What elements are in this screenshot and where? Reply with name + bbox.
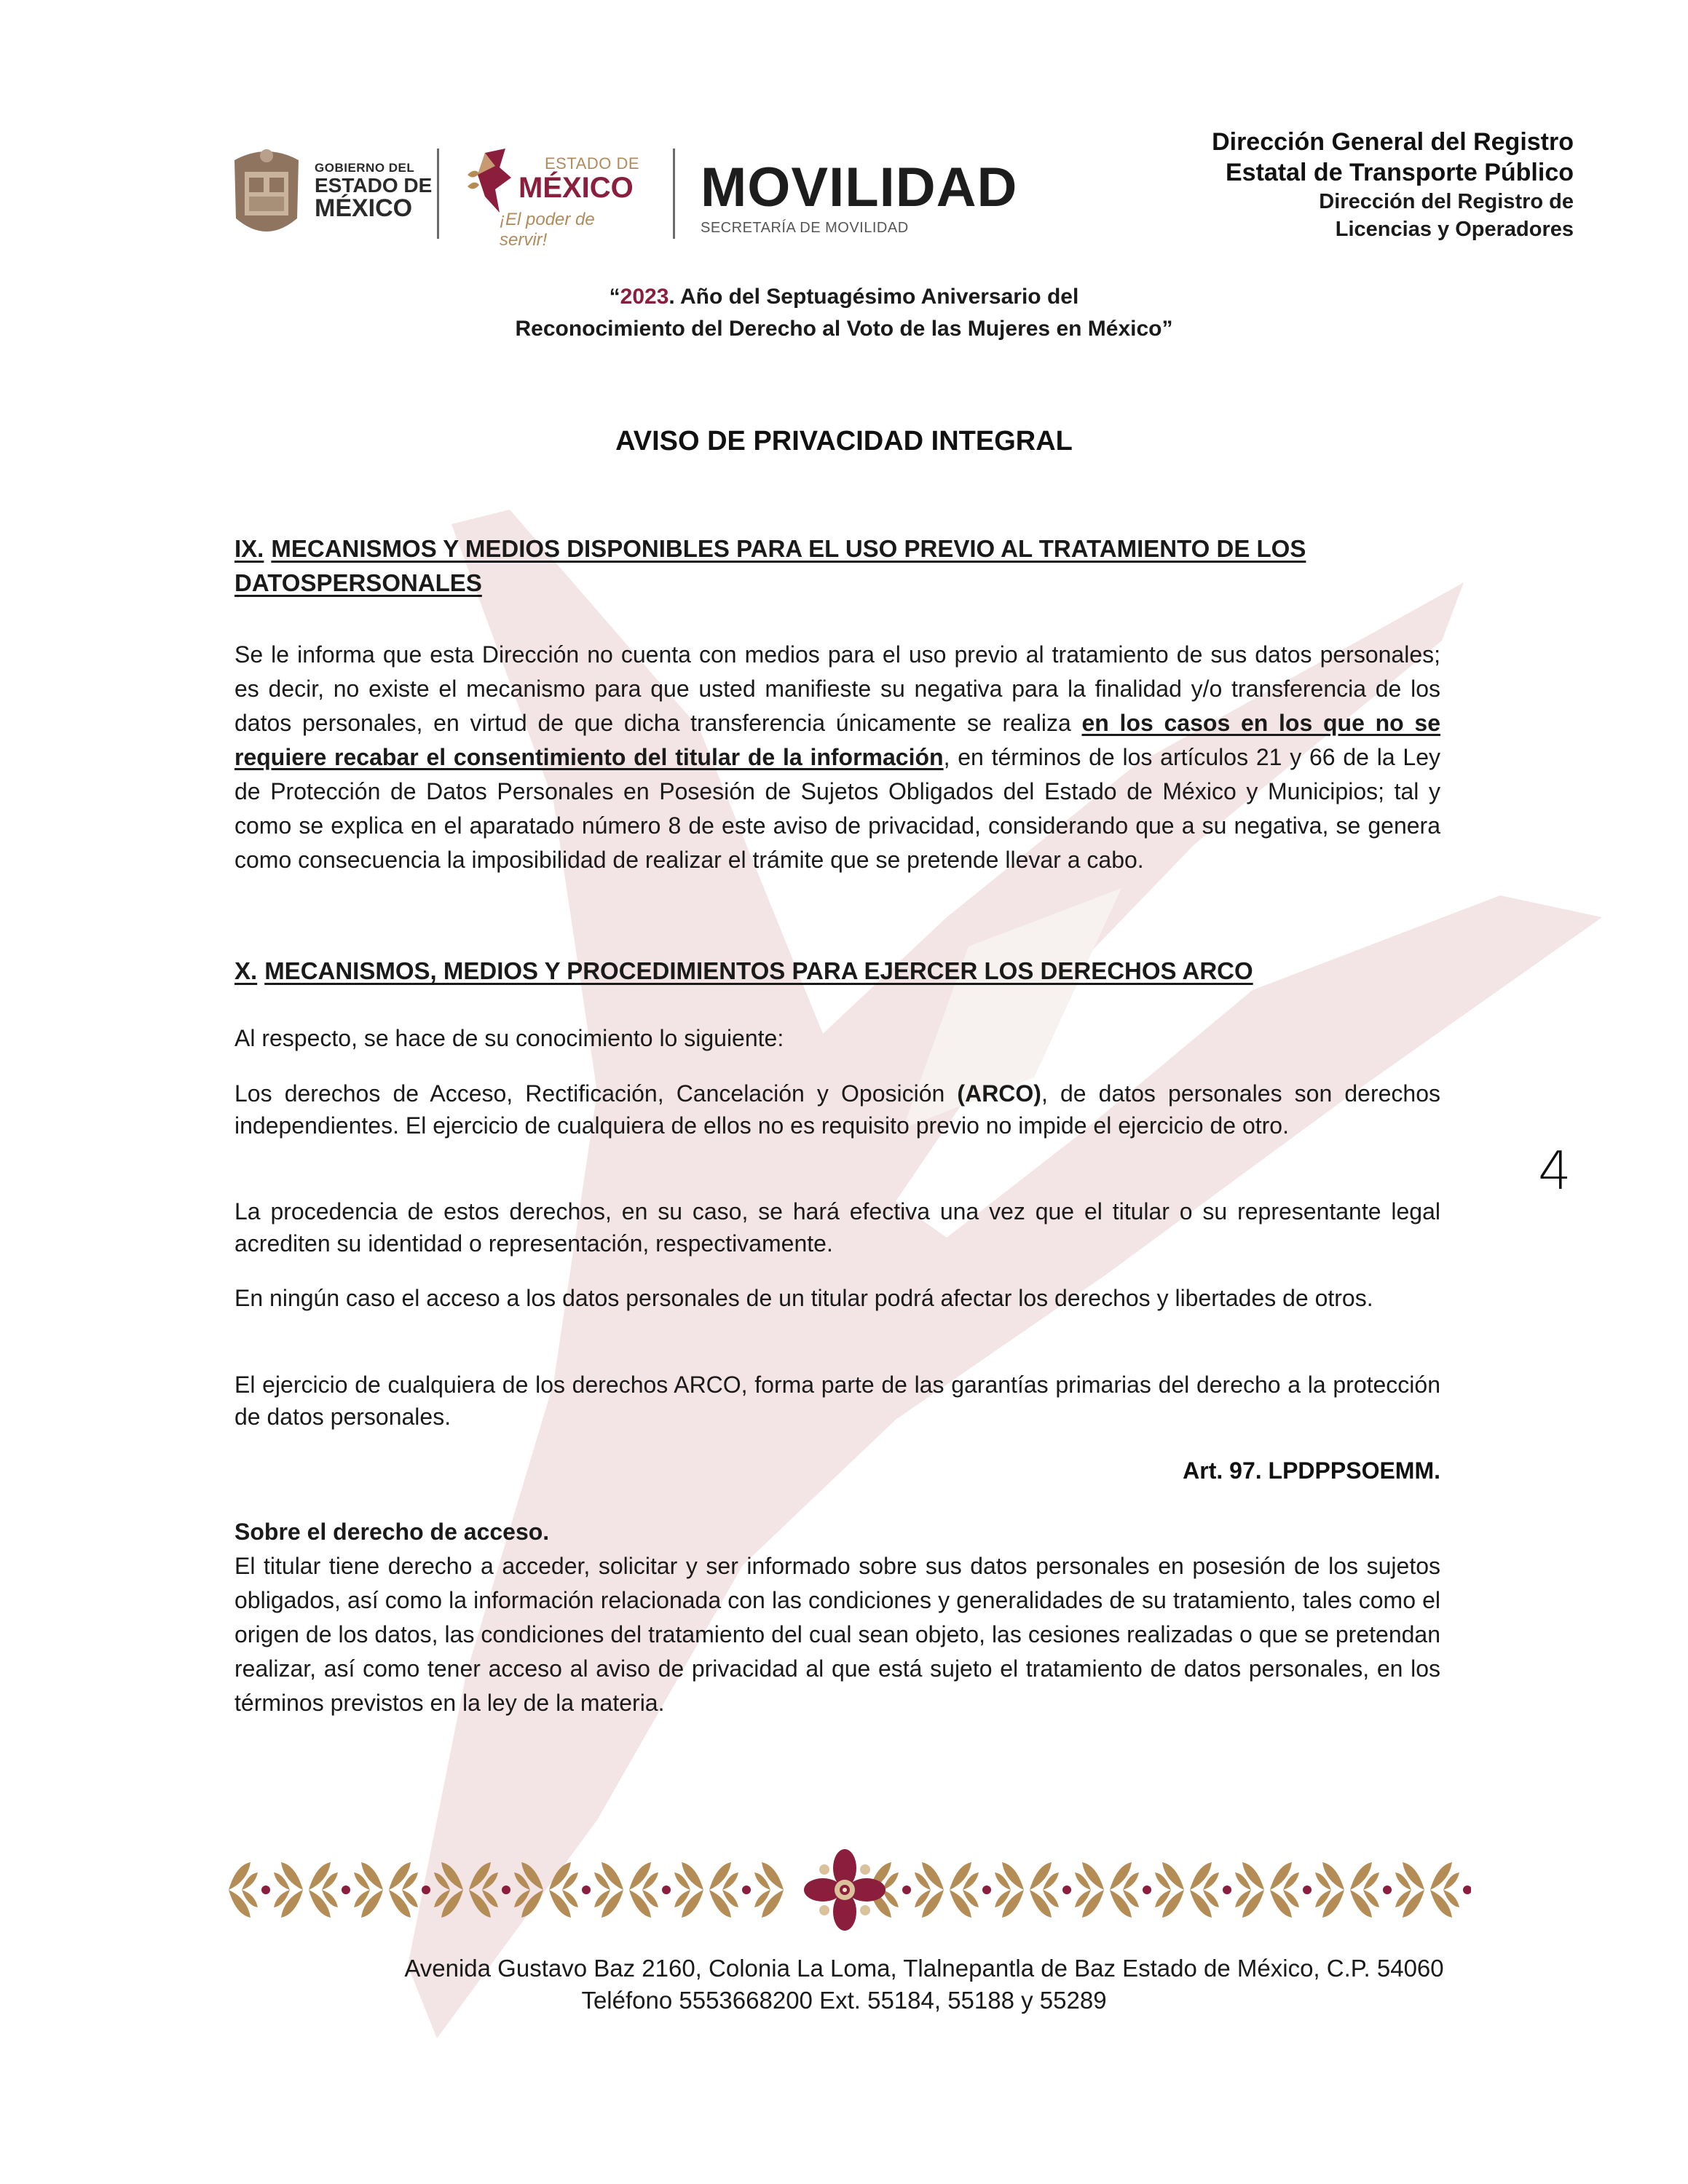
paragraph-text: , en términos de los artículos 21 y 66 de la Ley de Protección de Datos Personales en Posesión de Sujetos Obligados del Estado de México y Municipios; tal y como se explica en el aparatado número 8 de este aviso de privacidad, considerando que a su negativa, se genera como consecuencia la imposibilidad de realizar el trámite que se pretende llevar a cabo. xyxy=(234,744,1441,873)
dot-icon xyxy=(819,1864,829,1875)
dot-icon xyxy=(1303,1886,1312,1894)
dot-icon xyxy=(502,1886,510,1894)
movilidad-logo xyxy=(701,157,1018,237)
logo-divider xyxy=(437,149,439,239)
ningun-caso-paragraph: En ningún caso el acceso a los datos personales de un titular podrá afectar los derechos y libertades de otros. xyxy=(234,1285,1373,1311)
paragraph-text: Se le informa que esta Dirección no cuenta con medios para el uso previo al tratamiento de sus datos personales; es decir, no existe el mecanismo para que usted manifieste su negativa para la finalidad y/o transferencia de los datos personales, en virtud de que dicha transferencia únicamente se realiza xyxy=(234,641,1440,736)
dot-icon xyxy=(662,1886,671,1894)
coat-of-arms-icon xyxy=(227,146,306,239)
paragraph-text: , de datos personales son derechos independientes. El ejercicio de cualquiera de ellos no es requisito previo no impide el ejercicio de otro. xyxy=(234,1080,1441,1139)
gobierno-logo-text xyxy=(315,162,432,222)
dot-icon xyxy=(342,1886,350,1894)
footer xyxy=(0,1952,1688,2017)
office-line4: Licencias y Operadores xyxy=(1335,218,1574,241)
dot-icon xyxy=(1062,1886,1071,1894)
dot-icon xyxy=(982,1886,991,1894)
logo-divider xyxy=(673,149,675,239)
office-line3: Dirección del Registro de xyxy=(1319,190,1574,213)
dot-icon xyxy=(860,1905,870,1915)
subsection-text: El titular tiene derecho a acceder, solicitar y ser informado sobre sus datos personales en posesión de los sujetos obligados, así como la información relacionada con las condiciones y generalidades de su tratamiento, tales como el origen de los datos, las condiciones del tratamiento del cual sean objeto, las cesiones realizadas o que se pretendan realizar, así como tener acceso al aviso de privacidad al que está sujeto el tratamiento de datos personales, en los términos previstos en la ley de la materia. xyxy=(234,1553,1440,1716)
arco-acronym: (ARCO) xyxy=(957,1080,1041,1107)
motto-open-quote: “ xyxy=(609,285,620,309)
dot-icon xyxy=(1143,1886,1151,1894)
office-heading xyxy=(1212,127,1574,243)
dot-icon xyxy=(860,1864,870,1875)
section-title: MECANISMOS, MEDIOS Y PROCEDIMIENTOS PARA EJERCER LOS DERECHOS ARCO xyxy=(264,957,1253,984)
movilidad-title: MOVILIDAD xyxy=(701,157,1018,218)
gobierno-line2: ESTADO DE xyxy=(315,173,433,197)
dot-icon xyxy=(582,1886,591,1894)
subsection-heading: Sobre el derecho de acceso. xyxy=(234,1519,550,1545)
dot-icon xyxy=(261,1886,270,1894)
dot-icon xyxy=(902,1886,911,1894)
motto-line2: Reconocimiento del Derecho al Voto de las Mujeres en México” xyxy=(515,317,1173,341)
gobierno-line3: MÉXICO xyxy=(315,194,413,223)
estado-line1: ESTADO DE xyxy=(545,154,640,173)
document-title: AVISO DE PRIVACIDAD INTEGRAL xyxy=(615,426,1073,456)
dot-icon xyxy=(422,1886,430,1894)
paragraph-emphasis: en los casos en los que no se requiere recabar el consentimiento del titular de la información xyxy=(234,710,1441,770)
gobierno-line1: GOBIERNO DEL xyxy=(315,161,415,175)
section-title: MECANISMOS Y MEDIOS DISPONIBLES PARA EL USO PREVIO AL TRATAMIENTO DE LOS DATOSPERSONALES xyxy=(234,535,1306,596)
motto-year: 2023 xyxy=(620,285,669,309)
movilidad-subtitle: SECRETARÍA DE MOVILIDAD xyxy=(701,220,909,236)
flower-center-icon xyxy=(843,1888,847,1892)
estado-line2: MÉXICO xyxy=(518,172,634,204)
estado-de-mexico-logo xyxy=(463,146,645,250)
section-ix-paragraph xyxy=(234,638,1440,877)
dot-icon xyxy=(1223,1886,1231,1894)
section-heading-ix xyxy=(234,531,1440,600)
office-line1: Dirección General del Registro xyxy=(1212,128,1574,156)
decorative-border xyxy=(218,1849,1471,1931)
page-number: 4 xyxy=(1538,1140,1571,1201)
section-number: X. xyxy=(234,957,258,984)
dot-icon xyxy=(819,1905,829,1915)
section-x-intro: Al respecto, se hace de su conocimiento lo siguiente: xyxy=(234,1025,784,1051)
estado-tagline: ¡El poder de servir! xyxy=(500,210,595,250)
dot-icon xyxy=(742,1886,751,1894)
procedencia-paragraph: La procedencia de estos derechos, en su caso, se hará efectiva una vez que el titular o su representante legal acrediten su identidad o representación, respectivamente. xyxy=(234,1198,1440,1257)
dot-icon xyxy=(1383,1886,1392,1894)
motto-line1: . Año del Septuagésimo Aniversario del xyxy=(669,285,1079,309)
footer-phone: Teléfono 5553668200 Ext. 55184, 55188 y 55289 xyxy=(581,1987,1107,2014)
section-heading-x xyxy=(234,954,1440,988)
office-line2: Estatal de Transporte Público xyxy=(1225,159,1574,186)
hummingbird-icon xyxy=(463,146,521,218)
paragraph-text: Los derechos de Acceso, Rectificación, Cancelación y Oposición xyxy=(234,1080,958,1107)
ejercicio-paragraph: El ejercicio de cualquiera de los derechos ARCO, forma parte de las garantías primarias del derecho a la protección de datos personales. xyxy=(234,1372,1440,1430)
annual-motto xyxy=(0,281,1688,345)
footer-address: Avenida Gustavo Baz 2160, Colonia La Loma, Tlalnepantla de Baz Estado de México, C.P. 54060 xyxy=(404,1955,1444,1982)
dot-icon xyxy=(1463,1886,1471,1894)
arco-paragraph xyxy=(234,1077,1440,1142)
section-number: IX. xyxy=(234,535,264,562)
legal-citation: Art. 97. LPDPPSOEMM. xyxy=(1183,1457,1440,1484)
